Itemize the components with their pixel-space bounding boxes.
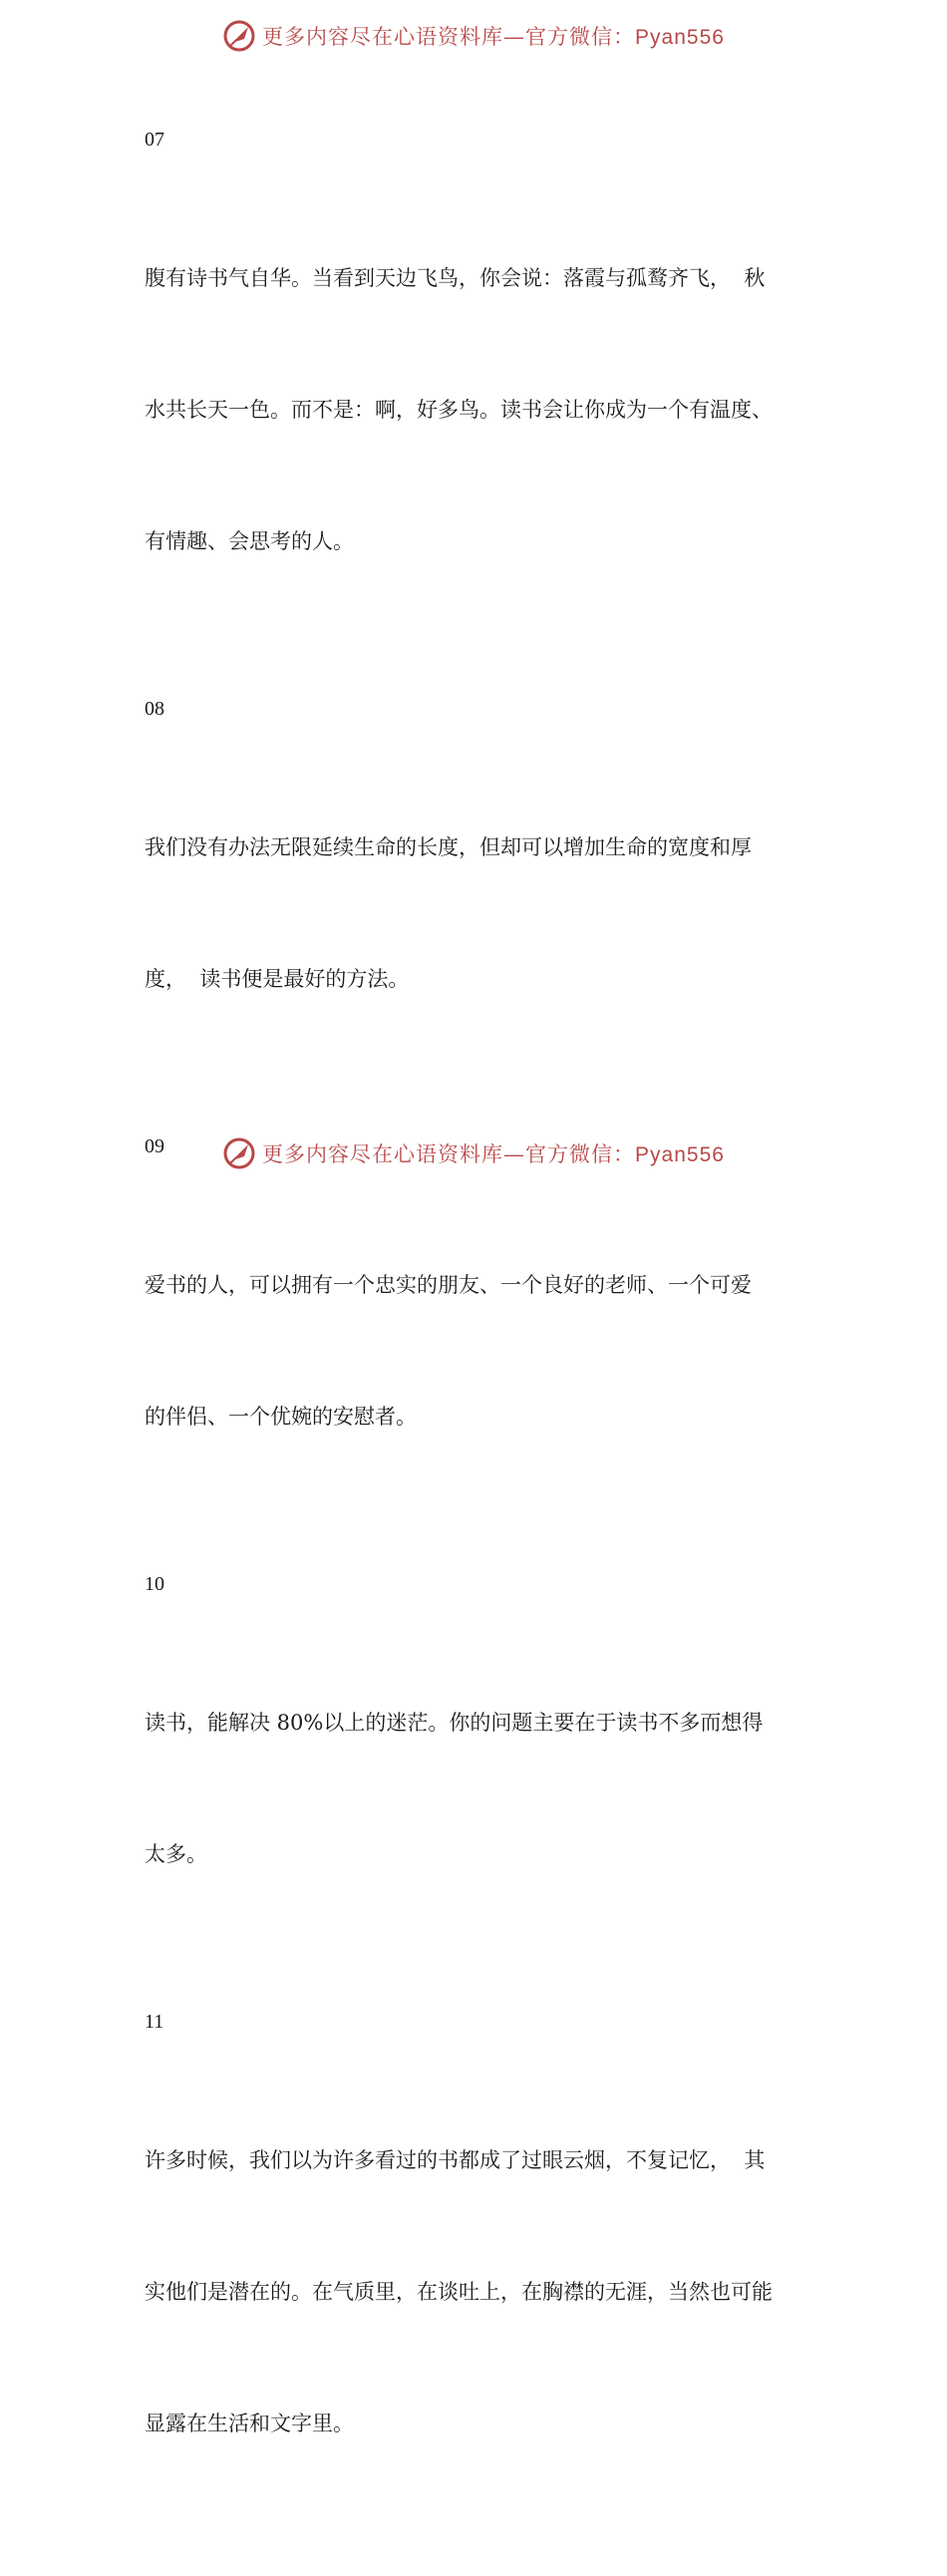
section-number: 11 <box>145 2011 164 2033</box>
paragraph-line: 太多。 <box>145 1842 207 1866</box>
section-paragraph <box>145 1613 832 1964</box>
footer-banner <box>0 1133 947 1173</box>
header-banner <box>0 16 947 56</box>
paragraph-line: 我们没有办法无限延续生命的长度，但却可以增加生命的宽度和厚 <box>145 835 752 859</box>
paragraph-line: 腹有诗书气自华。当看到天边飞鸟，你会说：落霞与孤鹜齐飞， 秋 <box>145 266 766 290</box>
section-number: 07 <box>145 129 164 151</box>
section-09 <box>145 1131 832 1526</box>
footer-banner-wechat-id: Pyan556 <box>635 1143 725 1166</box>
section-number: 08 <box>145 698 164 720</box>
paragraph-line: 度， 读书便是最好的方法。 <box>145 967 410 991</box>
section-paragraph <box>145 738 832 1089</box>
section-07 <box>145 125 832 651</box>
paragraph-line: 爱书的人，可以拥有一个忠实的朋友、一个良好的老师、一个可爱 <box>145 1273 752 1297</box>
paragraph-line: 水共长天一色。而不是：啊，好多鸟。读书会让你成为一个有温度、 <box>145 398 773 422</box>
section-10 <box>145 1569 832 1964</box>
quill-logo-icon <box>222 19 256 53</box>
section-08 <box>145 694 832 1089</box>
article-body <box>145 125 832 2576</box>
section-paragraph <box>145 168 832 651</box>
header-banner-wechat-id: Pyan556 <box>635 26 725 49</box>
header-banner-text: 更多内容尽在心语资料库—官方微信： <box>262 25 636 49</box>
paragraph-line: 许多时候，我们以为许多看过的书都成了过眼云烟，不复记忆， 其 <box>145 2148 766 2172</box>
paragraph-line: 显露在生活和文字里。 <box>145 2412 354 2435</box>
paragraph-line: 的伴侣、一个优婉的安慰者。 <box>145 1405 417 1429</box>
footer-banner-text: 更多内容尽在心语资料库—官方微信： <box>262 1142 636 1166</box>
section-paragraph <box>145 2051 832 2533</box>
paragraph-line: 读书，能解决 80%以上的迷茫。你的问题主要在于读书不多而想得 <box>145 1711 764 1735</box>
quill-logo-icon <box>222 1136 256 1170</box>
paragraph-line: 实他们是潜在的。在气质里，在谈吐上，在胸襟的无涯，当然也可能 <box>145 2280 773 2304</box>
section-number: 10 <box>145 1573 164 1595</box>
section-11 <box>145 2007 832 2533</box>
paragraph-line: 有情趣、会思考的人。 <box>145 529 354 553</box>
section-number: 09 <box>145 1135 164 1157</box>
section-paragraph <box>145 1175 832 1526</box>
